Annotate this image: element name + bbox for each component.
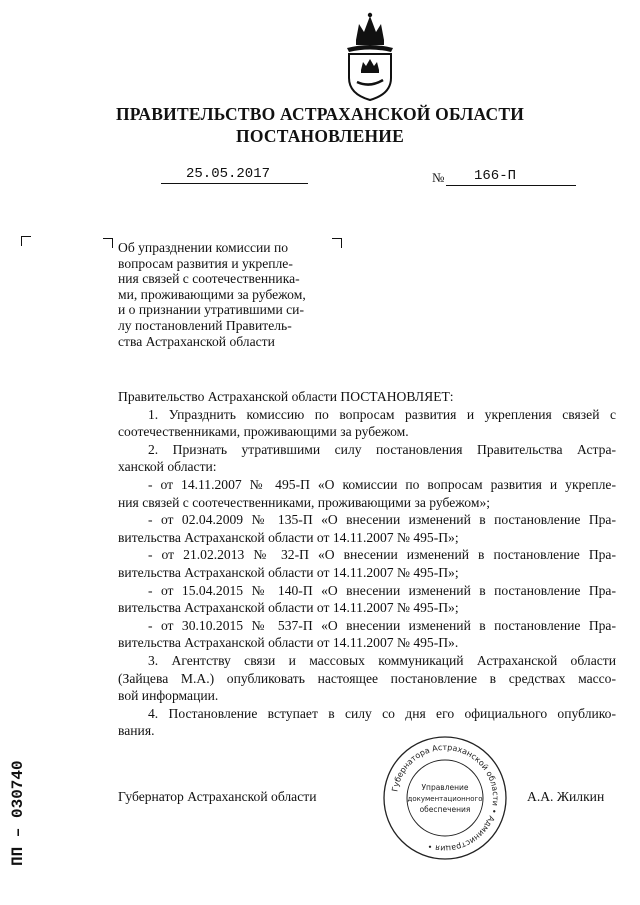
stamp-ring-text: Губернатора Астраханской области • Администрация • (390, 742, 501, 854)
subject-open-bracket (103, 238, 113, 248)
body-line: вительства Астраханской области от 14.11.2007 № 495-П»; (118, 564, 459, 580)
body-line: вительства Астраханской области от 14.11.2007 № 495-П»; (118, 600, 459, 616)
resolution-body (118, 388, 616, 740)
body-line: - от 15.04.2015 № 140-П «О внесении изменений в постановление Пра- (148, 582, 616, 598)
subject-line: ми, проживающими за рубежом, (118, 286, 306, 302)
signatory-title: Губернатор Астраханской области (118, 789, 317, 804)
coat-of-arms-emblem (339, 10, 401, 102)
body-line: вительства Астраханской области от 14.11.2007 № 495-П»; (118, 529, 459, 545)
body-line: (Зайцева М.А.) опубликовать настоящее постановление в средствах массо- (118, 670, 616, 686)
org-title: ПРАВИТЕЛЬСТВО АСТРАХАНСКОЙ ОБЛАСТИ (115, 104, 525, 124)
subject-line: Об упразднении комиссии по (118, 240, 289, 255)
stamp-center-line: Управление (421, 783, 469, 792)
body-line: 4. Постановление вступает в силу со дня его официального опублико- (148, 705, 616, 721)
body-line: вительства Астраханской области от 14.11.2007 № 495-П». (118, 635, 459, 651)
subject-line: вопросам развития и укрепле- (118, 255, 293, 271)
subject-line: ства Астраханской области (118, 333, 275, 349)
official-stamp (382, 735, 508, 861)
body-line: вания. (118, 723, 155, 739)
body-line: 2. Признать утратившими силу постановления Правительства Астра- (148, 441, 616, 457)
stamp-center-line: обеспечения (419, 805, 471, 814)
body-line: - от 02.04.2009 № 135-П «О внесении изменений в постановление Пра- (148, 512, 616, 528)
document-date: 25.05.2017 (186, 166, 271, 182)
subject-close-bracket (332, 238, 342, 248)
signatory-name: А.А. Жилкин (527, 789, 605, 804)
body-line: - от 30.10.2015 № 537-П «О внесении изменений в постановление Пра- (148, 617, 616, 633)
body-line: соотечественниками, проживающими за рубежом. (118, 424, 409, 440)
document-type: ПОСТАНОВЛЕНИЕ (236, 126, 404, 146)
side-registration-number (2, 690, 28, 870)
subject-line: лу постановлений Правитель- (118, 317, 292, 333)
stamp-center-line: документационного (407, 795, 483, 803)
document-number: 166-П (474, 168, 517, 184)
body-line: Правительство Астраханской области ПОСТАНОВЛЯЕТ: (118, 389, 454, 404)
body-line: - от 21.02.2013 № 32-П «О внесении изменений в постановление Пра- (148, 547, 616, 563)
subject-block (118, 240, 330, 349)
number-label: № (432, 170, 445, 185)
left-corner-mark (21, 236, 31, 246)
body-line: 3. Агентству связи и массовых коммуникаций Астраханской области (148, 652, 616, 668)
subject-line: ния связей с соотечественника- (118, 271, 300, 287)
body-line: ханской области: (118, 459, 217, 475)
number-underline (446, 184, 576, 186)
side-number-text: ПП – 030740 (9, 760, 27, 866)
subject-line: и о признании утратившими си- (118, 302, 304, 318)
date-underline (161, 182, 308, 184)
body-line: ния связей с соотечественниками, проживающими за рубежом»; (118, 494, 491, 510)
body-line: 1. Упразднить комиссию по вопросам развития и укрепления связей с (148, 406, 616, 422)
body-line: - от 14.11.2007 № 495-П «О комиссии по вопросам развития и укрепле- (148, 476, 616, 492)
body-line: вой информации. (118, 688, 219, 704)
